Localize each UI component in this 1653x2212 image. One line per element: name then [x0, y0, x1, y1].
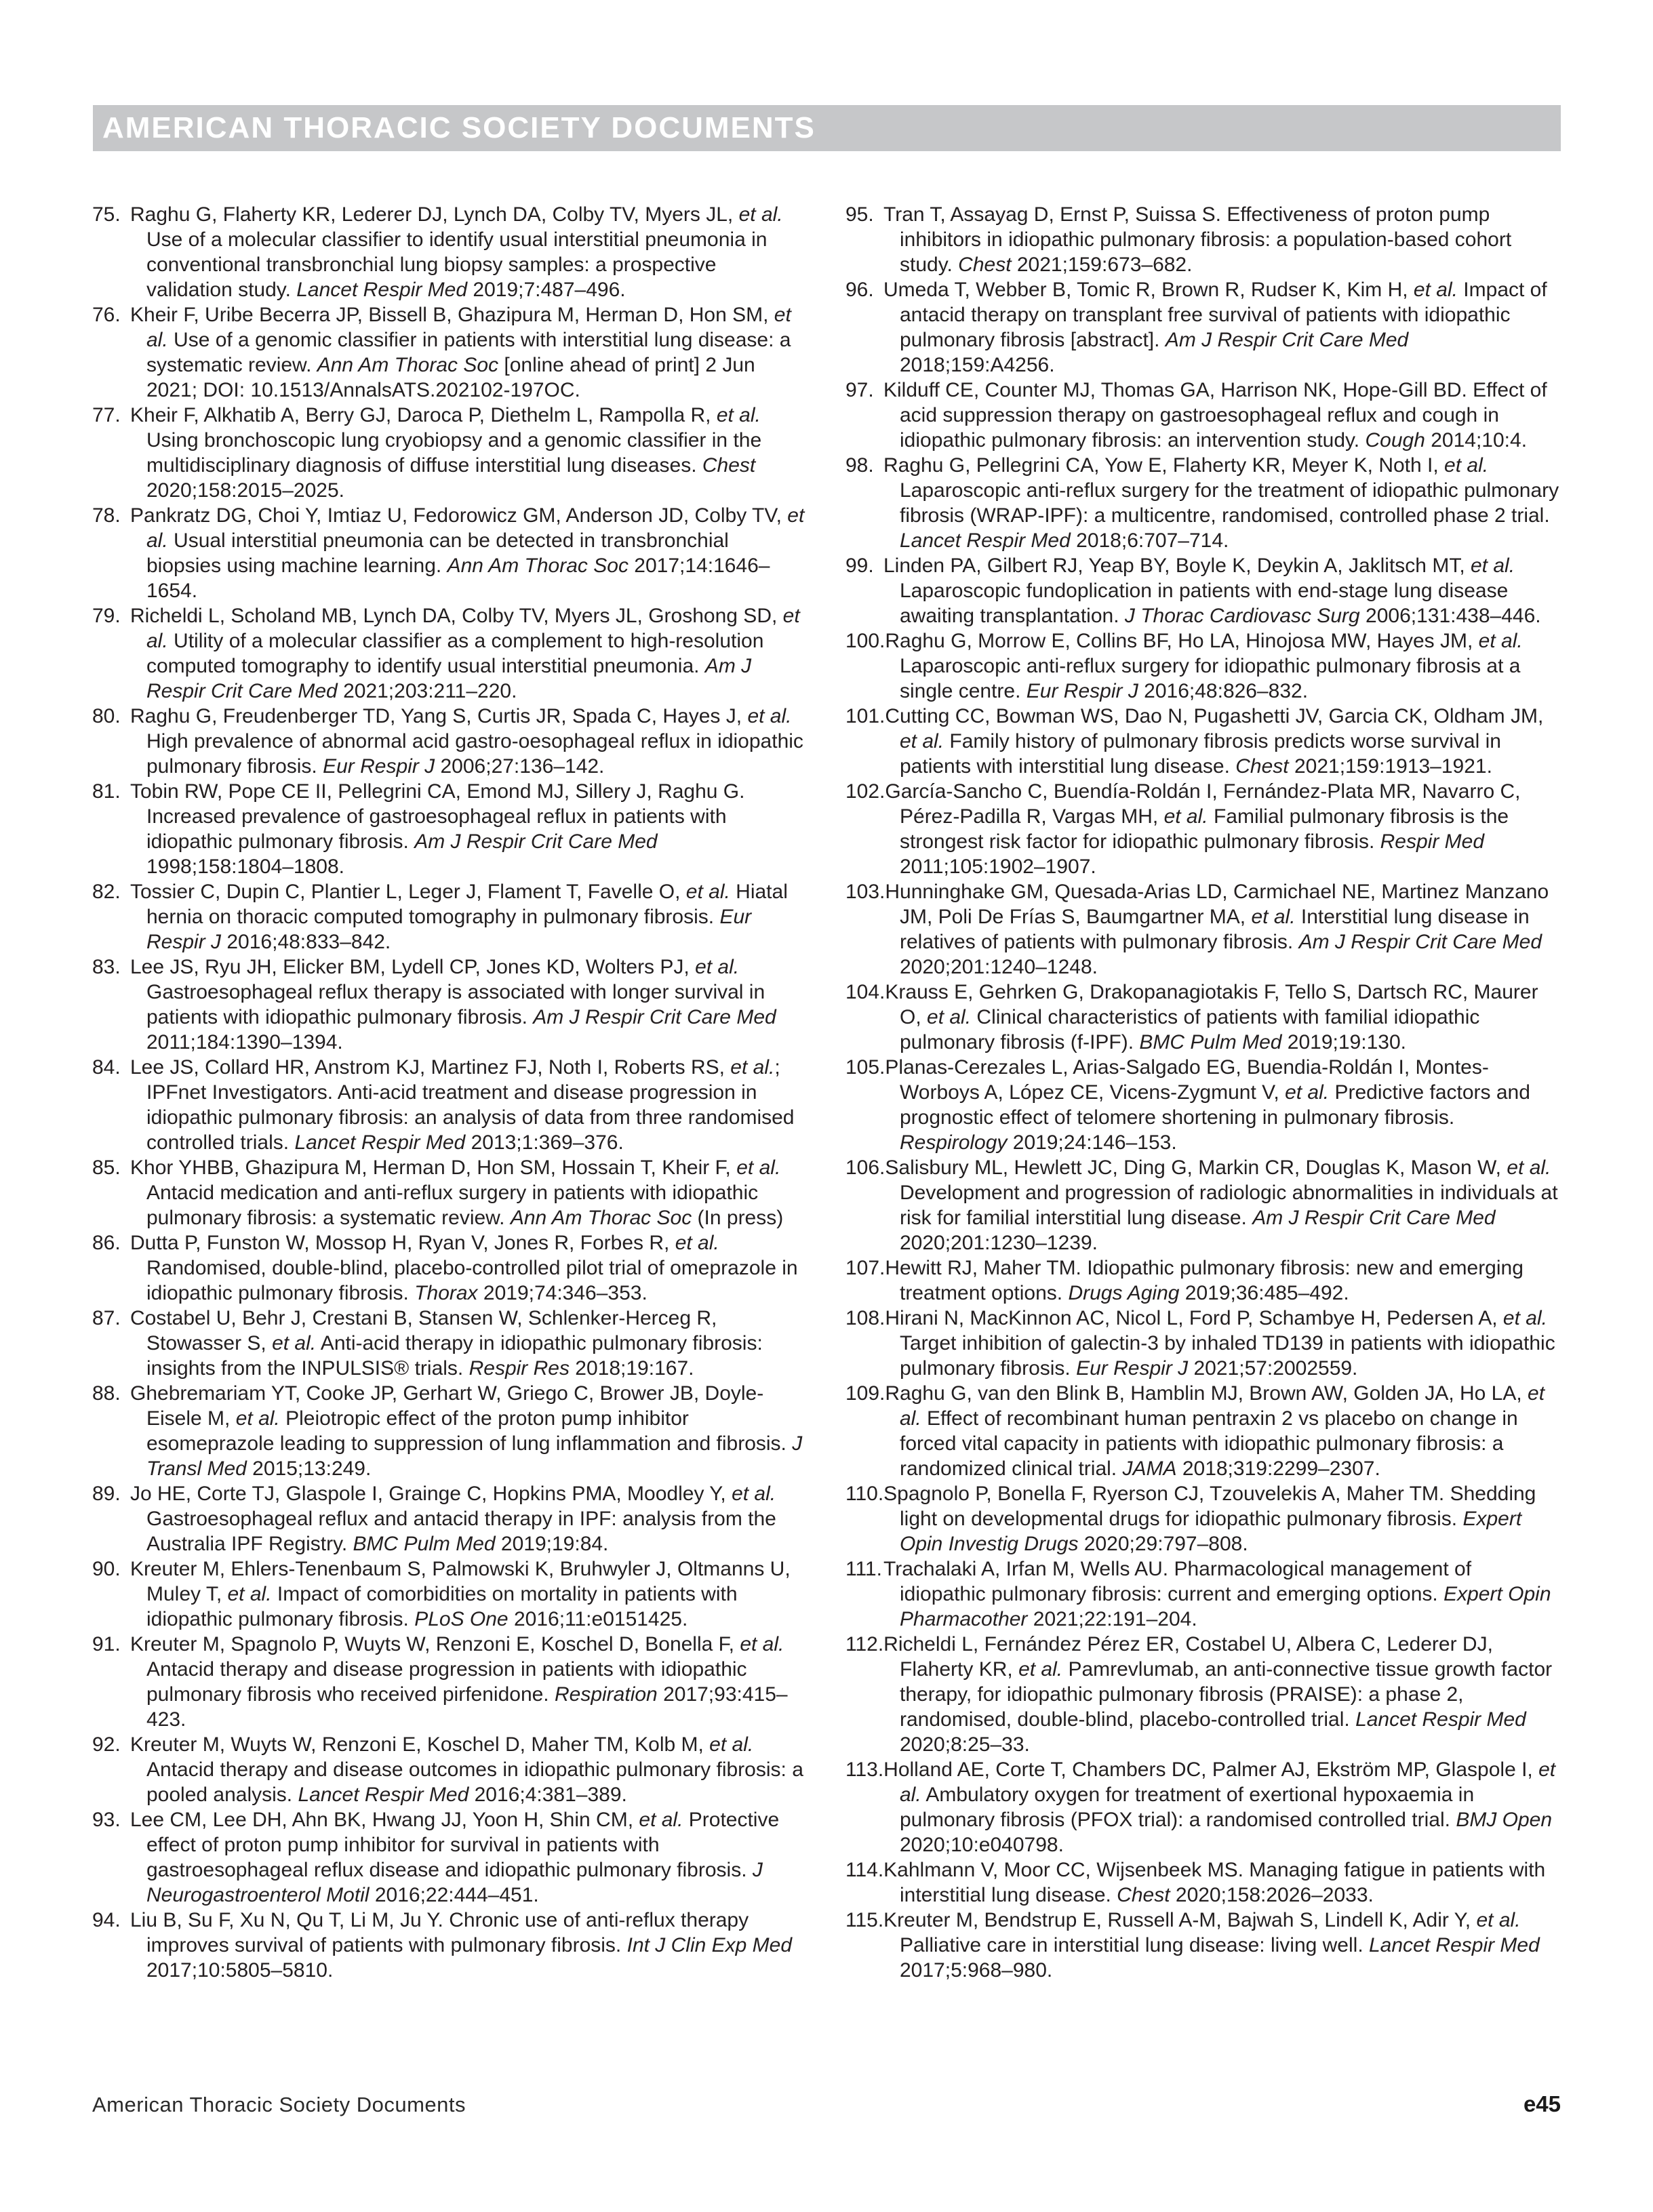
reference-number: 97. [845, 379, 874, 401]
reference-text: Raghu G, Pellegrini CA, Yow E, Flaherty KR, Meyer K, Noth I, et al. Laparoscopic anti-reflux surgery for the treatment of idiopathic pulmonary fibrosis (WRAP-IPF): a multicentre, randomised, controlled phase 2 trial. Lancet Respir Med 2018;6:707–714. [883, 454, 1559, 552]
reference-number: 93. [92, 1809, 121, 1831]
reference-number: 99. [845, 555, 874, 577]
reference-number: 110. [845, 1483, 884, 1505]
reference-item [92, 202, 808, 302]
reference-number: 112. [845, 1633, 884, 1655]
reference-item [845, 704, 1561, 779]
reference-item [845, 779, 1561, 879]
reference-text: Dutta P, Funston W, Mossop H, Ryan V, Jones R, Forbes R, et al. Randomised, double-blind, placebo-controlled pilot trial of omeprazole in idiopathic pulmonary fibrosis. Thorax 2019;74:346–353. [130, 1232, 798, 1304]
reference-text: Umeda T, Webber B, Tomic R, Brown R, Rudser K, Kim H, et al. Impact of antacid therapy on transplant free survival of patients with idiopathic pulmonary fibrosis [abstract]. Am J Respir Crit Care Med 2018;159:A4256. [883, 279, 1547, 376]
reference-text: Raghu G, Freudenberger TD, Yang S, Curtis JR, Spada C, Hayes J, et al. High prevalence of abnormal acid gastro-oesophageal reflux in idiopathic pulmonary fibrosis. Eur Respir J 2006;27:136–142. [130, 705, 803, 778]
reference-item [845, 1155, 1561, 1255]
reference-item [845, 1055, 1561, 1155]
reference-item [92, 1381, 808, 1481]
reference-text: Richeldi L, Scholand MB, Lynch DA, Colby TV, Myers JL, Groshong SD, et al. Utility of a molecular classifier as a complement to high-resolution computed tomography to identify usual interstitial pneumonia. Am J Respir Crit Care Med 2021;203:211–220. [130, 605, 800, 702]
reference-number: 88. [92, 1382, 121, 1405]
reference-number: 115. [845, 1909, 884, 1931]
reference-text: Raghu G, Flaherty KR, Lederer DJ, Lynch DA, Colby TV, Myers JL, et al. Use of a molecular classifier to identify usual interstitial pneumonia in conventional transbronchial lung biopsy samples: a prospective validation study. Lancet Respir Med 2019;7:487–496. [130, 203, 783, 301]
reference-text: Linden PA, Gilbert RJ, Yeap BY, Boyle K, Deykin A, Jaklitsch MT, et al. Laparoscopic fundoplication in patients with end-stage lung disease awaiting transplantation. J Thorac Cardiovasc Surg 2006;131:438–446. [883, 555, 1541, 627]
reference-text: Cutting CC, Bowman WS, Dao N, Pugashetti JV, Garcia CK, Oldham JM, et al. Family history of pulmonary fibrosis predicts worse survival in patients with interstitial lung disease. Chest 2021;159:1913–1921. [885, 705, 1544, 778]
reference-item [845, 980, 1561, 1055]
reference-item [845, 1381, 1561, 1481]
reference-item [92, 1807, 808, 1908]
reference-number: 95. [845, 203, 874, 226]
reference-number: 75. [92, 203, 121, 226]
reference-text: Hunninghake GM, Quesada-Arias LD, Carmichael NE, Martinez Manzano JM, Poli De Frías S, Baumgartner MA, et al. Interstitial lung disease in relatives of patients with pulmonary fibrosis. Am J Respir Crit Care Med 2020;201:1240–1248. [885, 881, 1549, 978]
reference-text: Tobin RW, Pope CE II, Pellegrini CA, Emond MJ, Sillery J, Raghu G. Increased prevalence of gastroesophageal reflux in patients with idiopathic pulmonary fibrosis. Am J Respir Crit Care Med 1998;158:1804–1808. [130, 780, 745, 878]
reference-number: 102. [845, 780, 885, 803]
reference-text: Planas-Cerezales L, Arias-Salgado EG, Buendia-Roldán I, Montes-Worboys A, López CE, Vicens-Zygmunt V, et al. Predictive factors and prognostic effect of telomere shortening in pulmonary fibrosis. Respirology 2019;24:146–153. [885, 1056, 1530, 1154]
reference-columns [92, 202, 1561, 1983]
reference-item [92, 302, 808, 403]
reference-text: Lee JS, Ryu JH, Elicker BM, Lydell CP, Jones KD, Wolters PJ, et al. Gastroesophageal reflux therapy is associated with longer survival in patients with idiopathic pulmonary fibrosis. Am J Respir Crit Care Med 2011;184:1390–1394. [130, 956, 776, 1053]
reference-text: Salisbury ML, Hewlett JC, Ding G, Markin CR, Douglas K, Mason W, et al. Development and progression of radiologic abnormalities in individuals at risk for familial interstitial lung disease. Am J Respir Crit Care Med 2020;201:1230–1239. [885, 1157, 1558, 1254]
reference-text: Krauss E, Gehrken G, Drakopanagiotakis F, Tello S, Dartsch RC, Maurer O, et al. Clinical characteristics of patients with familial idiopathic pulmonary fibrosis (f-IPF). BMC Pulm Med 2019;19:130. [885, 981, 1538, 1053]
reference-item [92, 954, 808, 1055]
reference-item [845, 453, 1561, 553]
reference-number: 101. [845, 705, 885, 727]
reference-text: Raghu G, Morrow E, Collins BF, Ho LA, Hinojosa MW, Hayes JM, et al. Laparoscopic anti-reflux surgery for idiopathic pulmonary fibrosis at a single centre. Eur Respir J 2016;48:826–832. [885, 630, 1523, 702]
reference-text: Kilduff CE, Counter MJ, Thomas GA, Harrison NK, Hope-Gill BD. Effect of acid suppression therapy on gastroesophageal reflux and cough in idiopathic pulmonary fibrosis: an intervention study. Cough 2014;10:4. [883, 379, 1547, 451]
reference-item [845, 1556, 1561, 1632]
reference-number: 84. [92, 1056, 121, 1079]
reference-text: Ghebremariam YT, Cooke JP, Gerhart W, Griego C, Brower JB, Doyle-Eisele M, et al. Pleiotropic effect of the proton pump inhibitor esomeprazole leading to suppression of lung inflammation and fibrosis. J Transl Med 2015;13:249. [130, 1382, 803, 1480]
reference-text: Lee CM, Lee DH, Ahn BK, Hwang JJ, Yoon H, Shin CM, et al. Protective effect of proton pump inhibitor for survival in patients with gastroesophageal reflux disease and idiopathic pulmonary fibrosis. J Neurogastroenterol Motil 2016;22:444–451. [130, 1809, 780, 1906]
reference-text: Holland AE, Corte T, Chambers DC, Palmer AJ, Ekström MP, Glaspole I, et al. Ambulatory oxygen for treatment of exertional hypoxaemia in pulmonary fibrosis (PFOX trial): a randomised controlled trial. BMJ Open 2020;10:e040798. [883, 1758, 1556, 1856]
reference-text: Pankratz DG, Choi Y, Imtiaz U, Fedorowicz GM, Anderson JD, Colby TV, et al. Usual interstitial pneumonia can be detected in transbronchial biopsies using machine learning. Ann Am Thorac Soc 2017;14:1646–1654. [130, 504, 805, 602]
page-footer [92, 2091, 1561, 2117]
reference-number: 114. [845, 1859, 884, 1881]
reference-item [92, 603, 808, 704]
reference-item [92, 1306, 808, 1381]
reference-item [92, 1055, 808, 1155]
reference-number: 80. [92, 705, 121, 727]
reference-text: Kreuter M, Bendstrup E, Russell A-M, Bajwah S, Lindell K, Adir Y, et al. Palliative care in interstitial lung disease: living well. Lancet Respir Med 2017;5:968–980. [883, 1909, 1540, 1982]
reference-text: Kreuter M, Ehlers-Tenenbaum S, Palmowski K, Bruhwyler J, Oltmanns U, Muley T, et al. Impact of comorbidities on mortality in patients with idiopathic pulmonary fibrosis. PLoS One 2016;11:e0151425. [130, 1558, 791, 1630]
reference-number: 100. [845, 630, 885, 652]
reference-list-right-column [845, 202, 1561, 1983]
reference-item [92, 1155, 808, 1230]
reference-item [845, 1757, 1561, 1857]
reference-item [845, 628, 1561, 704]
reference-number: 90. [92, 1558, 121, 1580]
reference-item [92, 1732, 808, 1807]
reference-item [845, 553, 1561, 628]
reference-text: Costabel U, Behr J, Crestani B, Stansen W, Schlenker-Herceg R, Stowasser S, et al. Anti-acid therapy in idiopathic pulmonary fibrosis: insights from the INPULSIS® trials. Respir Res 2018;19:167. [130, 1307, 763, 1380]
reference-number: 86. [92, 1232, 121, 1254]
reference-text: Hirani N, MacKinnon AC, Nicol L, Ford P, Schambye H, Pedersen A, et al. Target inhibition of galectin-3 by inhaled TD139 in patients with idiopathic pulmonary fibrosis. Eur Respir J 2021;57:2002559. [885, 1307, 1555, 1380]
reference-number: 78. [92, 504, 121, 527]
reference-item [92, 879, 808, 954]
reference-text: Hewitt RJ, Maher TM. Idiopathic pulmonary fibrosis: new and emerging treatment options. Drugs Aging 2019;36:485–492. [885, 1257, 1523, 1304]
reference-item [845, 1908, 1561, 1983]
reference-item [92, 704, 808, 779]
footer-page-number: e45 [1523, 2091, 1561, 2116]
reference-number: 92. [92, 1733, 121, 1756]
reference-number: 106. [845, 1157, 885, 1179]
reference-item [92, 1556, 808, 1632]
reference-text: Spagnolo P, Bonella F, Ryerson CJ, Tzouvelekis A, Maher TM. Shedding light on developmental drugs for idiopathic pulmonary fibrosis. Expert Opin Investig Drugs 2020;29:797–808. [883, 1483, 1536, 1555]
reference-text: Raghu G, van den Blink B, Hamblin MJ, Brown AW, Golden JA, Ho LA, et al. Effect of recombinant human pentraxin 2 vs placebo on change in forced vital capacity in patients with idiopathic pulmonary fibrosis: a randomized clinical trial. JAMA 2018;319:2299–2307. [885, 1382, 1545, 1480]
reference-text: Khor YHBB, Ghazipura M, Herman D, Hon SM, Hossain T, Kheir F, et al. Antacid medication and anti-reflux surgery in patients with idiopathic pulmonary fibrosis: a systematic review. Ann Am Thorac Soc (In press) [130, 1157, 784, 1229]
reference-number: 91. [92, 1633, 121, 1655]
reference-item [845, 378, 1561, 453]
reference-item [92, 1230, 808, 1306]
reference-text: Kreuter M, Spagnolo P, Wuyts W, Renzoni E, Koschel D, Bonella F, et al. Antacid therapy and disease progression in patients with idiopathic pulmonary fibrosis who received pirfenidone. Respiration 2017;93:415–423. [130, 1633, 788, 1731]
reference-number: 89. [92, 1483, 121, 1505]
reference-item [845, 277, 1561, 378]
reference-item [845, 1306, 1561, 1381]
reference-number: 77. [92, 404, 121, 426]
reference-text: Kheir F, Alkhatib A, Berry GJ, Daroca P, Diethelm L, Rampolla R, et al. Using bronchoscopic lung cryobiopsy and a genomic classifier in the multidisciplinary diagnosis of diffuse interstitial lung diseases. Chest 2020;158:2015–2025. [130, 404, 762, 502]
reference-number: 103. [845, 881, 885, 903]
reference-item [845, 202, 1561, 277]
reference-number: 87. [92, 1307, 121, 1329]
reference-text: Richeldi L, Fernández Pérez ER, Costabel U, Albera C, Lederer DJ, Flaherty KR, et al. Pamrevlumab, an anti-connective tissue growth factor therapy, for idiopathic pulmonary fibrosis (PRAISE): a phase 2, randomised, double-blind, placebo-controlled trial. Lancet Respir Med 2020;8:25–33. [883, 1633, 1553, 1756]
reference-number: 94. [92, 1909, 121, 1931]
footer-running-title: American Thoracic Society Documents [92, 2093, 466, 2116]
reference-number: 107. [845, 1257, 885, 1279]
reference-item [92, 1908, 808, 1983]
reference-list-left-column [92, 202, 808, 1983]
reference-text: Kahlmann V, Moor CC, Wijsenbeek MS. Managing fatigue in patients with interstitial lung disease. Chest 2020;158:2026–2033. [883, 1859, 1546, 1906]
reference-number: 104. [845, 981, 885, 1003]
reference-text: Lee JS, Collard HR, Anstrom KJ, Martinez FJ, Noth I, Roberts RS, et al.; IPFnet Investigators. Anti-acid treatment and disease progression in idiopathic pulmonary fibrosis: an analysis of data from three randomised controlled trials. Lancet Respir Med 2013;1:369–376. [130, 1056, 795, 1154]
reference-text: Jo HE, Corte TJ, Glaspole I, Grainge C, Hopkins PMA, Moodley Y, et al. Gastroesophageal reflux and antacid therapy in IPF: analysis from the Australia IPF Registry. BMC Pulm Med 2019;19:84. [130, 1483, 776, 1555]
reference-text: Kheir F, Uribe Becerra JP, Bissell B, Ghazipura M, Herman D, Hon SM, et al. Use of a genomic classifier in patients with interstitial lung disease: a systematic review. Ann Am Thorac Soc [online ahead of print] 2 Jun 2021; DOI: 10.1513/AnnalsATS.202102-197OC. [130, 304, 791, 401]
reference-number: 98. [845, 454, 874, 477]
reference-number: 83. [92, 956, 121, 978]
reference-number: 81. [92, 780, 121, 803]
reference-text: Liu B, Su F, Xu N, Qu T, Li M, Ju Y. Chronic use of anti-reflux therapy improves survival of patients with pulmonary fibrosis. Int J Clin Exp Med 2017;10:5805–5810. [130, 1909, 793, 1982]
reference-text: Tran T, Assayag D, Ernst P, Suissa S. Effectiveness of proton pump inhibitors in idiopathic pulmonary fibrosis: a population-based cohort study. Chest 2021;159:673–682. [883, 203, 1512, 276]
section-banner-title: AMERICAN THORACIC SOCIETY DOCUMENTS [102, 111, 816, 144]
reference-text: Tossier C, Dupin C, Plantier L, Leger J, Flament T, Favelle O, et al. Hiatal hernia on thoracic computed tomography in pulmonary fibrosis. Eur Respir J 2016;48:833–842. [130, 881, 788, 953]
reference-item [92, 779, 808, 879]
reference-number: 79. [92, 605, 121, 627]
reference-number: 96. [845, 279, 874, 301]
reference-item [92, 503, 808, 603]
reference-item [845, 1255, 1561, 1306]
reference-text: García-Sancho C, Buendía-Roldán I, Fernández-Plata MR, Navarro C, Pérez-Padilla R, Vargas MH, et al. Familial pulmonary fibrosis is the strongest risk factor for idiopathic pulmonary fibrosis. Respir Med 2011;105:1902–1907. [885, 780, 1521, 878]
reference-item [845, 1632, 1561, 1757]
reference-number: 85. [92, 1157, 121, 1179]
reference-item [92, 1481, 808, 1556]
reference-number: 109. [845, 1382, 885, 1405]
section-banner [93, 105, 1561, 151]
reference-item [92, 403, 808, 503]
reference-number: 76. [92, 304, 121, 326]
reference-item [845, 1857, 1561, 1908]
reference-item [92, 1632, 808, 1732]
reference-number: 105. [845, 1056, 885, 1079]
reference-text: Trachalaki A, Irfan M, Wells AU. Pharmacological management of idiopathic pulmonary fibrosis: current and emerging options. Expert Opin Pharmacother 2021;22:191–204. [883, 1558, 1551, 1630]
reference-text: Kreuter M, Wuyts W, Renzoni E, Koschel D, Maher TM, Kolb M, et al. Antacid therapy and disease outcomes in idiopathic pulmonary fibrosis: a pooled analysis. Lancet Respir Med 2016;4:381–389. [130, 1733, 803, 1806]
reference-number: 113. [845, 1758, 884, 1781]
reference-number: 82. [92, 881, 121, 903]
reference-item [845, 879, 1561, 980]
reference-item [845, 1481, 1561, 1556]
reference-number: 108. [845, 1307, 885, 1329]
reference-number: 111. [845, 1558, 882, 1580]
